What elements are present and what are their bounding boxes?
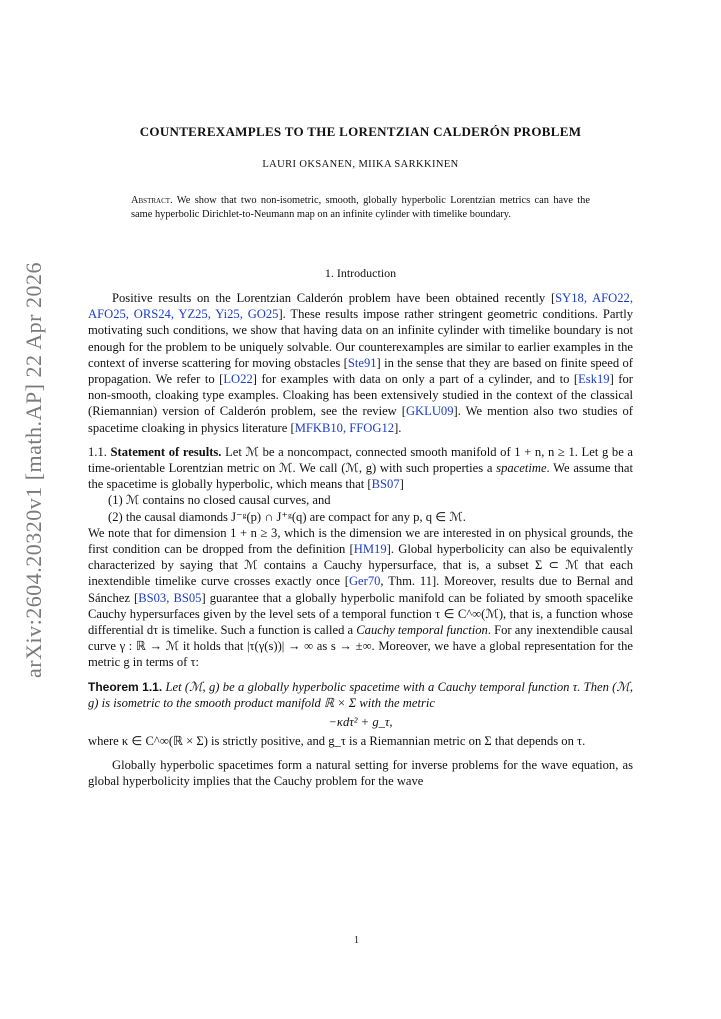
text-run: . We assume that the spacetime is globally hyperbolic, which means that [ xyxy=(88,461,633,492)
emphasis: spacetime xyxy=(496,461,547,476)
hyperbolicity-paragraph xyxy=(88,525,633,671)
statement-paragraph xyxy=(88,444,633,493)
text-run: ]. xyxy=(394,420,402,435)
equation: −κdτ² + g_τ, xyxy=(328,715,393,730)
citation-link[interactable]: LO22 xyxy=(223,372,253,387)
paper-authors: LAURI OKSANEN, MIIKA SARKKINEN xyxy=(262,159,459,170)
arxiv-stamp: arXiv:2604.20320v1 [math.AP] 22 Apr 2026 xyxy=(21,262,46,678)
citation-link[interactable]: BS03, BS05 xyxy=(138,590,202,605)
text-run: , Thm. 11]. Moreover, results due to Bernal and Sánchez [ xyxy=(88,574,633,605)
text-run: ] for examples with data on only a part of a cylinder, and to [ xyxy=(252,372,579,387)
citation-link[interactable]: SY18, AFO22, AFO25, ORS24, YZ25, Yi25, GO25 xyxy=(88,291,633,322)
citation-link[interactable]: Ger70 xyxy=(348,574,381,589)
list-item: (1) ℳ contains no closed causal curves, and xyxy=(108,493,331,508)
text-run: ] xyxy=(399,477,404,492)
section-heading-introduction: 1. Introduction xyxy=(324,266,397,280)
page-number: 1 xyxy=(354,935,359,946)
citation-link[interactable]: GKLU09 xyxy=(405,404,454,419)
text-run: ]. Global hyperbolicity can also be equivalently characterized by saying that ℳ contains a Cauchy hypersurface, that is, a subset Σ ⊂ ℳ that each inextendible timelike curve crosses exactly once [ xyxy=(88,542,634,589)
citation-link[interactable]: Ste91 xyxy=(347,355,377,370)
theorem-text: Let (ℳ, g) be a globally hyperbolic spacetime with a Cauchy temporal function τ. Then (ℳ, g) is isometric to the smooth product manifold ℝ × Σ with the metric xyxy=(88,679,633,710)
citation-link[interactable]: HM19 xyxy=(353,542,387,557)
theorem-continuation: where κ ∈ C^∞(ℝ × Σ) is strictly positive, and g_τ is a Riemannian metric on Σ that depends on τ. xyxy=(88,734,586,749)
citation-link[interactable]: Esk19 xyxy=(578,372,610,387)
abstract-text: We show that two non-isometric, smooth, globally hyperbolic Lorentzian metrics can have the same hyperbolic Dirichlet-to-Neumann map on an infinite cylinder with timelike boundary. xyxy=(131,195,590,220)
emphasis: Cauchy temporal function xyxy=(356,623,488,638)
text-run: We note that for dimension 1 + n ≥ 3, which is the dimension we are interested in on physical grounds, the first condition can be dropped from the definition [ xyxy=(88,525,633,557)
text-run: Positive results on the Lorentzian Calderón problem have been obtained recently [ xyxy=(112,291,556,305)
abstract-label: Abstract. xyxy=(131,195,173,206)
closing-paragraph: Globally hyperbolic spacetimes form a natural setting for inverse problems for the wave equation, as global hyperbolicity implies that the Cauchy problem for the wave xyxy=(88,758,633,789)
text-run: . For any inextendible causal curve γ : ℝ → ℳ it holds that |τ(γ(s))| → ∞ as s → ±∞. Moreover, we have a global representation for the metric g in terms of τ: xyxy=(88,623,634,670)
text-run: ] in the sense that they are based on finite speed of propagation. We refer to [ xyxy=(88,355,633,387)
citation-link[interactable]: MFKB10, FFOG12 xyxy=(294,420,395,435)
abstract xyxy=(131,194,590,222)
subsection-title: Statement of results. xyxy=(110,444,222,459)
paper-page xyxy=(88,118,633,790)
text-run: Let ℳ be a noncompact, connected smooth manifold of 1 + n, n ≥ 1. Let g be a time-orientable Lorentzian metric on ℳ. We call (ℳ, g) with such properties a xyxy=(88,444,634,476)
subsection-number: 1.1. xyxy=(88,444,111,459)
theorem-label: Theorem 1.1. xyxy=(88,679,163,694)
text-run: ]. These results impose rather stringent geometric conditions. Partly motivating such conditions, we show that having data on an infinite cylinder with timelike boundary is not enough for the problem to be uniquely solvable. Our counterexamples are similar to earlier examples in the context of inverse scattering for moving obstacles [ xyxy=(88,307,633,370)
theorem-1-1 xyxy=(88,679,633,711)
list-item: (2) the causal diamonds J⁻ᵍ(p) ∩ J⁺ᵍ(q) are compact for any p, q ∈ ℳ. xyxy=(108,509,466,524)
arxiv-sidebar xyxy=(8,250,60,690)
citation-link[interactable]: BS07 xyxy=(371,477,400,492)
paper-title: COUNTEREXAMPLES TO THE LORENTZIAN CALDERÓN PROBLEM xyxy=(139,124,582,139)
text-run: ] guarantee that a globally hyperbolic manifold can be foliated by smooth spacelike Cauchy hypersurfaces given by the level sets of a temporal function τ ∈ C^∞(ℳ), that is, a function whose differential dτ is timelike. Such a function is called a xyxy=(88,590,633,638)
text-run: ]. We mention also two studies of spacetime cloaking in physics literature [ xyxy=(88,404,633,435)
text-run: ] for non-smooth, cloaking type examples. Cloaking has been extensively studied in the context of the classical (Riemannian) version of Calderón problem, see the review [ xyxy=(88,372,633,419)
intro-paragraph xyxy=(88,290,633,436)
